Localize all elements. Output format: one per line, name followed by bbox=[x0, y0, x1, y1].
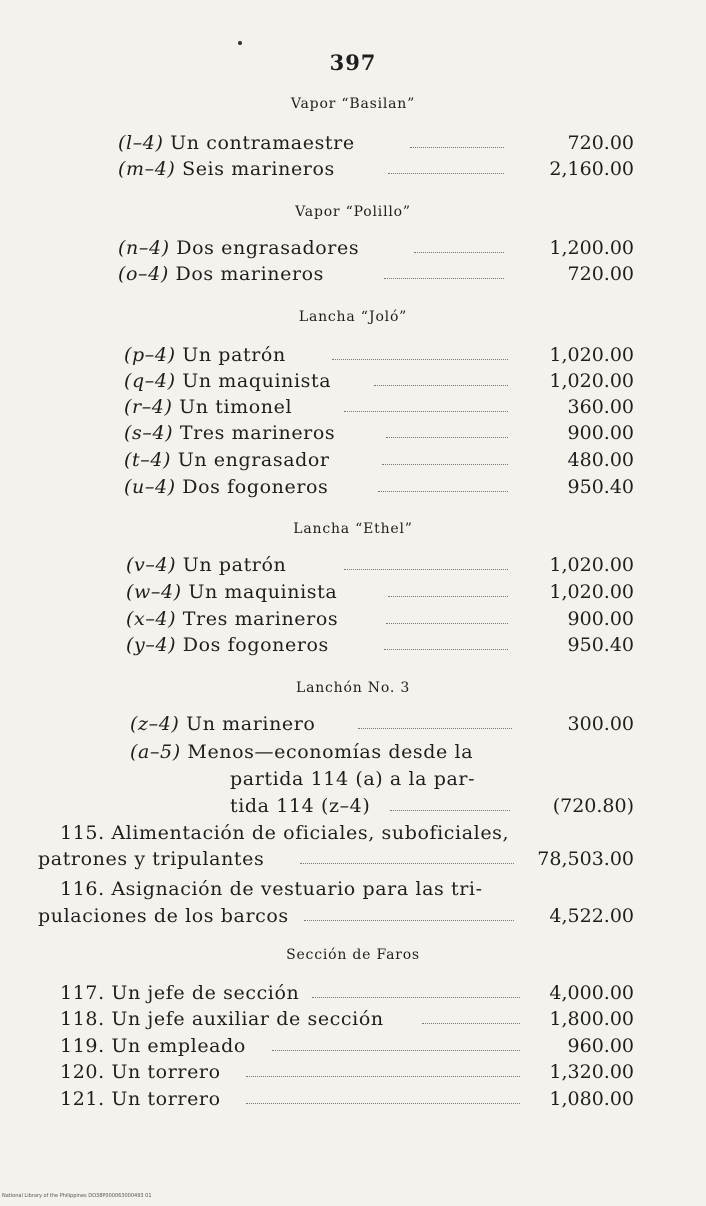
entry-amount: 720.00 bbox=[567, 132, 634, 154]
entry-ref: (q–4) bbox=[124, 370, 176, 392]
item-116-line1: 116. Asignación de vestuario para las tri- bbox=[60, 878, 483, 900]
entry-text: Dos engrasadores bbox=[176, 237, 360, 259]
entry-amount: 720.00 bbox=[567, 263, 634, 285]
dot-leader bbox=[246, 1076, 520, 1077]
dot-leader bbox=[332, 359, 508, 360]
entry-q4 bbox=[124, 368, 670, 394]
entry-l4 bbox=[118, 130, 670, 156]
item-121 bbox=[60, 1086, 670, 1112]
entry-a5-line3 bbox=[230, 793, 670, 819]
section-heading-lanchon: Lanchón No. 3 bbox=[295, 680, 411, 696]
entry-text: 121. Un torrero bbox=[60, 1088, 221, 1110]
entry-o4 bbox=[118, 261, 670, 287]
entry-amount: 4,522.00 bbox=[549, 905, 634, 927]
item-119 bbox=[60, 1033, 670, 1059]
dot-leader bbox=[388, 173, 504, 174]
entry-amount: 4,000.00 bbox=[549, 982, 634, 1004]
item-117 bbox=[60, 980, 670, 1006]
entry-n4 bbox=[118, 235, 670, 261]
dot-leader bbox=[300, 863, 514, 864]
entry-text: Un engrasador bbox=[177, 449, 330, 471]
entry-ref: (m–4) bbox=[118, 158, 176, 180]
entry-u4 bbox=[124, 474, 670, 500]
dot-leader bbox=[272, 1050, 520, 1051]
entry-amount: 1,200.00 bbox=[549, 237, 634, 259]
entry-amount: 960.00 bbox=[567, 1035, 634, 1057]
entry-amount: 1,800.00 bbox=[549, 1008, 634, 1030]
entry-text: Dos fogoneros bbox=[182, 476, 329, 498]
entry-amount: 1,020.00 bbox=[549, 344, 634, 366]
entry-z4 bbox=[130, 711, 670, 737]
section-heading-ethel: Lancha “Ethel” bbox=[293, 521, 413, 537]
entry-text: Seis marineros bbox=[182, 158, 335, 180]
entry-amount: 1,020.00 bbox=[549, 554, 634, 576]
entry-amount: 1,020.00 bbox=[549, 581, 634, 603]
entry-x4 bbox=[126, 606, 670, 632]
entry-a5-line1 bbox=[130, 739, 473, 765]
entry-y4 bbox=[126, 632, 670, 658]
dot-leader bbox=[382, 464, 508, 465]
entry-text: Un maquinista bbox=[182, 370, 332, 392]
entry-w4 bbox=[126, 579, 670, 605]
dot-leader bbox=[312, 997, 520, 998]
entry-text: tida 114 (z–4) bbox=[230, 795, 371, 817]
entry-p4 bbox=[124, 342, 670, 368]
entry-ref: (v–4) bbox=[126, 554, 177, 576]
dot-leader bbox=[384, 649, 508, 650]
entry-ref: (l–4) bbox=[118, 132, 164, 154]
entry-text: Un timonel bbox=[179, 396, 293, 418]
entry-amount: 2,160.00 bbox=[549, 158, 634, 180]
dot-leader bbox=[388, 596, 508, 597]
entry-v4 bbox=[126, 552, 670, 578]
entry-amount: 950.40 bbox=[567, 634, 634, 656]
dot-leader bbox=[358, 728, 512, 729]
section-heading-basilan: Vapor “Basilan” bbox=[290, 96, 416, 112]
entry-ref: (o–4) bbox=[118, 263, 169, 285]
item-115-line1: 115. Alimentación de oficiales, suboficiales, bbox=[60, 822, 510, 844]
dot-leader bbox=[344, 411, 508, 412]
entry-text: Tres marineros bbox=[182, 608, 339, 630]
entry-a5-line2: partida 114 (a) a la par- bbox=[230, 768, 476, 790]
entry-ref: (u–4) bbox=[124, 476, 176, 498]
dot-leader bbox=[384, 278, 504, 279]
dot-leader bbox=[414, 252, 504, 253]
entry-ref: (r–4) bbox=[124, 396, 173, 418]
entry-text: 118. Un jefe auxiliar de sección bbox=[60, 1008, 384, 1030]
entry-amount: (720.80) bbox=[552, 795, 634, 817]
entry-ref: (p–4) bbox=[124, 344, 176, 366]
entry-ref: (x–4) bbox=[126, 608, 177, 630]
section-heading-faros: Sección de Faros bbox=[286, 947, 420, 963]
entry-amount: 300.00 bbox=[567, 713, 634, 735]
dot-leader bbox=[304, 920, 514, 921]
entry-text: patrones y tripulantes bbox=[38, 848, 265, 870]
item-120 bbox=[60, 1059, 670, 1085]
entry-amount: 480.00 bbox=[567, 449, 634, 471]
entry-text: 117. Un jefe de sección bbox=[60, 982, 300, 1004]
dot-leader bbox=[374, 385, 508, 386]
entry-s4 bbox=[124, 420, 670, 446]
entry-amount: 1,080.00 bbox=[549, 1088, 634, 1110]
entry-amount: 1,020.00 bbox=[549, 370, 634, 392]
entry-text: pulaciones de los barcos bbox=[38, 905, 289, 927]
entry-amount: 360.00 bbox=[567, 396, 634, 418]
dot-leader bbox=[390, 810, 510, 811]
section-heading-polillo: Vapor “Polillo” bbox=[295, 204, 411, 220]
entry-text: Un patrón bbox=[182, 554, 287, 576]
entry-ref: (s–4) bbox=[124, 422, 174, 444]
entry-text: Un contramaestre bbox=[170, 132, 355, 154]
entry-text: Un maquinista bbox=[188, 581, 338, 603]
dot-leader bbox=[386, 437, 508, 438]
dot-leader bbox=[386, 623, 508, 624]
item-116-line2 bbox=[38, 903, 670, 929]
entry-ref: (n–4) bbox=[118, 237, 170, 259]
entry-text: Un patrón bbox=[182, 344, 286, 366]
entry-ref: (w–4) bbox=[126, 581, 182, 603]
entry-ref: (a–5) bbox=[130, 741, 181, 763]
dot-leader bbox=[410, 147, 504, 148]
entry-r4 bbox=[124, 394, 670, 420]
entry-text: Tres marineros bbox=[179, 422, 336, 444]
scan-footer: National Library of the Philippines DO38P000063000493 01 bbox=[2, 1193, 152, 1199]
item-115-line2 bbox=[38, 846, 670, 872]
entry-amount: 900.00 bbox=[567, 422, 634, 444]
entry-text: Un marinero bbox=[186, 713, 316, 735]
entry-amount: 1,320.00 bbox=[549, 1061, 634, 1083]
entry-text: Dos marineros bbox=[175, 263, 325, 285]
entry-text: Menos—economías desde la bbox=[187, 741, 474, 763]
entry-amount: 78,503.00 bbox=[537, 848, 634, 870]
dot-leader bbox=[246, 1103, 520, 1104]
entry-text: 120. Un torrero bbox=[60, 1061, 221, 1083]
section-heading-jolo: Lancha “Joló” bbox=[298, 309, 408, 325]
entry-ref: (t–4) bbox=[124, 449, 172, 471]
entry-text: 119. Un empleado bbox=[60, 1035, 246, 1057]
entry-ref: (y–4) bbox=[126, 634, 177, 656]
entry-ref: (z–4) bbox=[130, 713, 180, 735]
entry-amount: 950.40 bbox=[567, 476, 634, 498]
item-118 bbox=[60, 1006, 670, 1032]
dot-leader bbox=[344, 569, 508, 570]
entry-amount: 900.00 bbox=[567, 608, 634, 630]
ink-speck bbox=[238, 41, 242, 45]
entry-t4 bbox=[124, 447, 670, 473]
dot-leader bbox=[378, 491, 508, 492]
page-number: 397 bbox=[329, 50, 377, 75]
entry-text: Dos fogoneros bbox=[182, 634, 329, 656]
entry-m4 bbox=[118, 156, 670, 182]
